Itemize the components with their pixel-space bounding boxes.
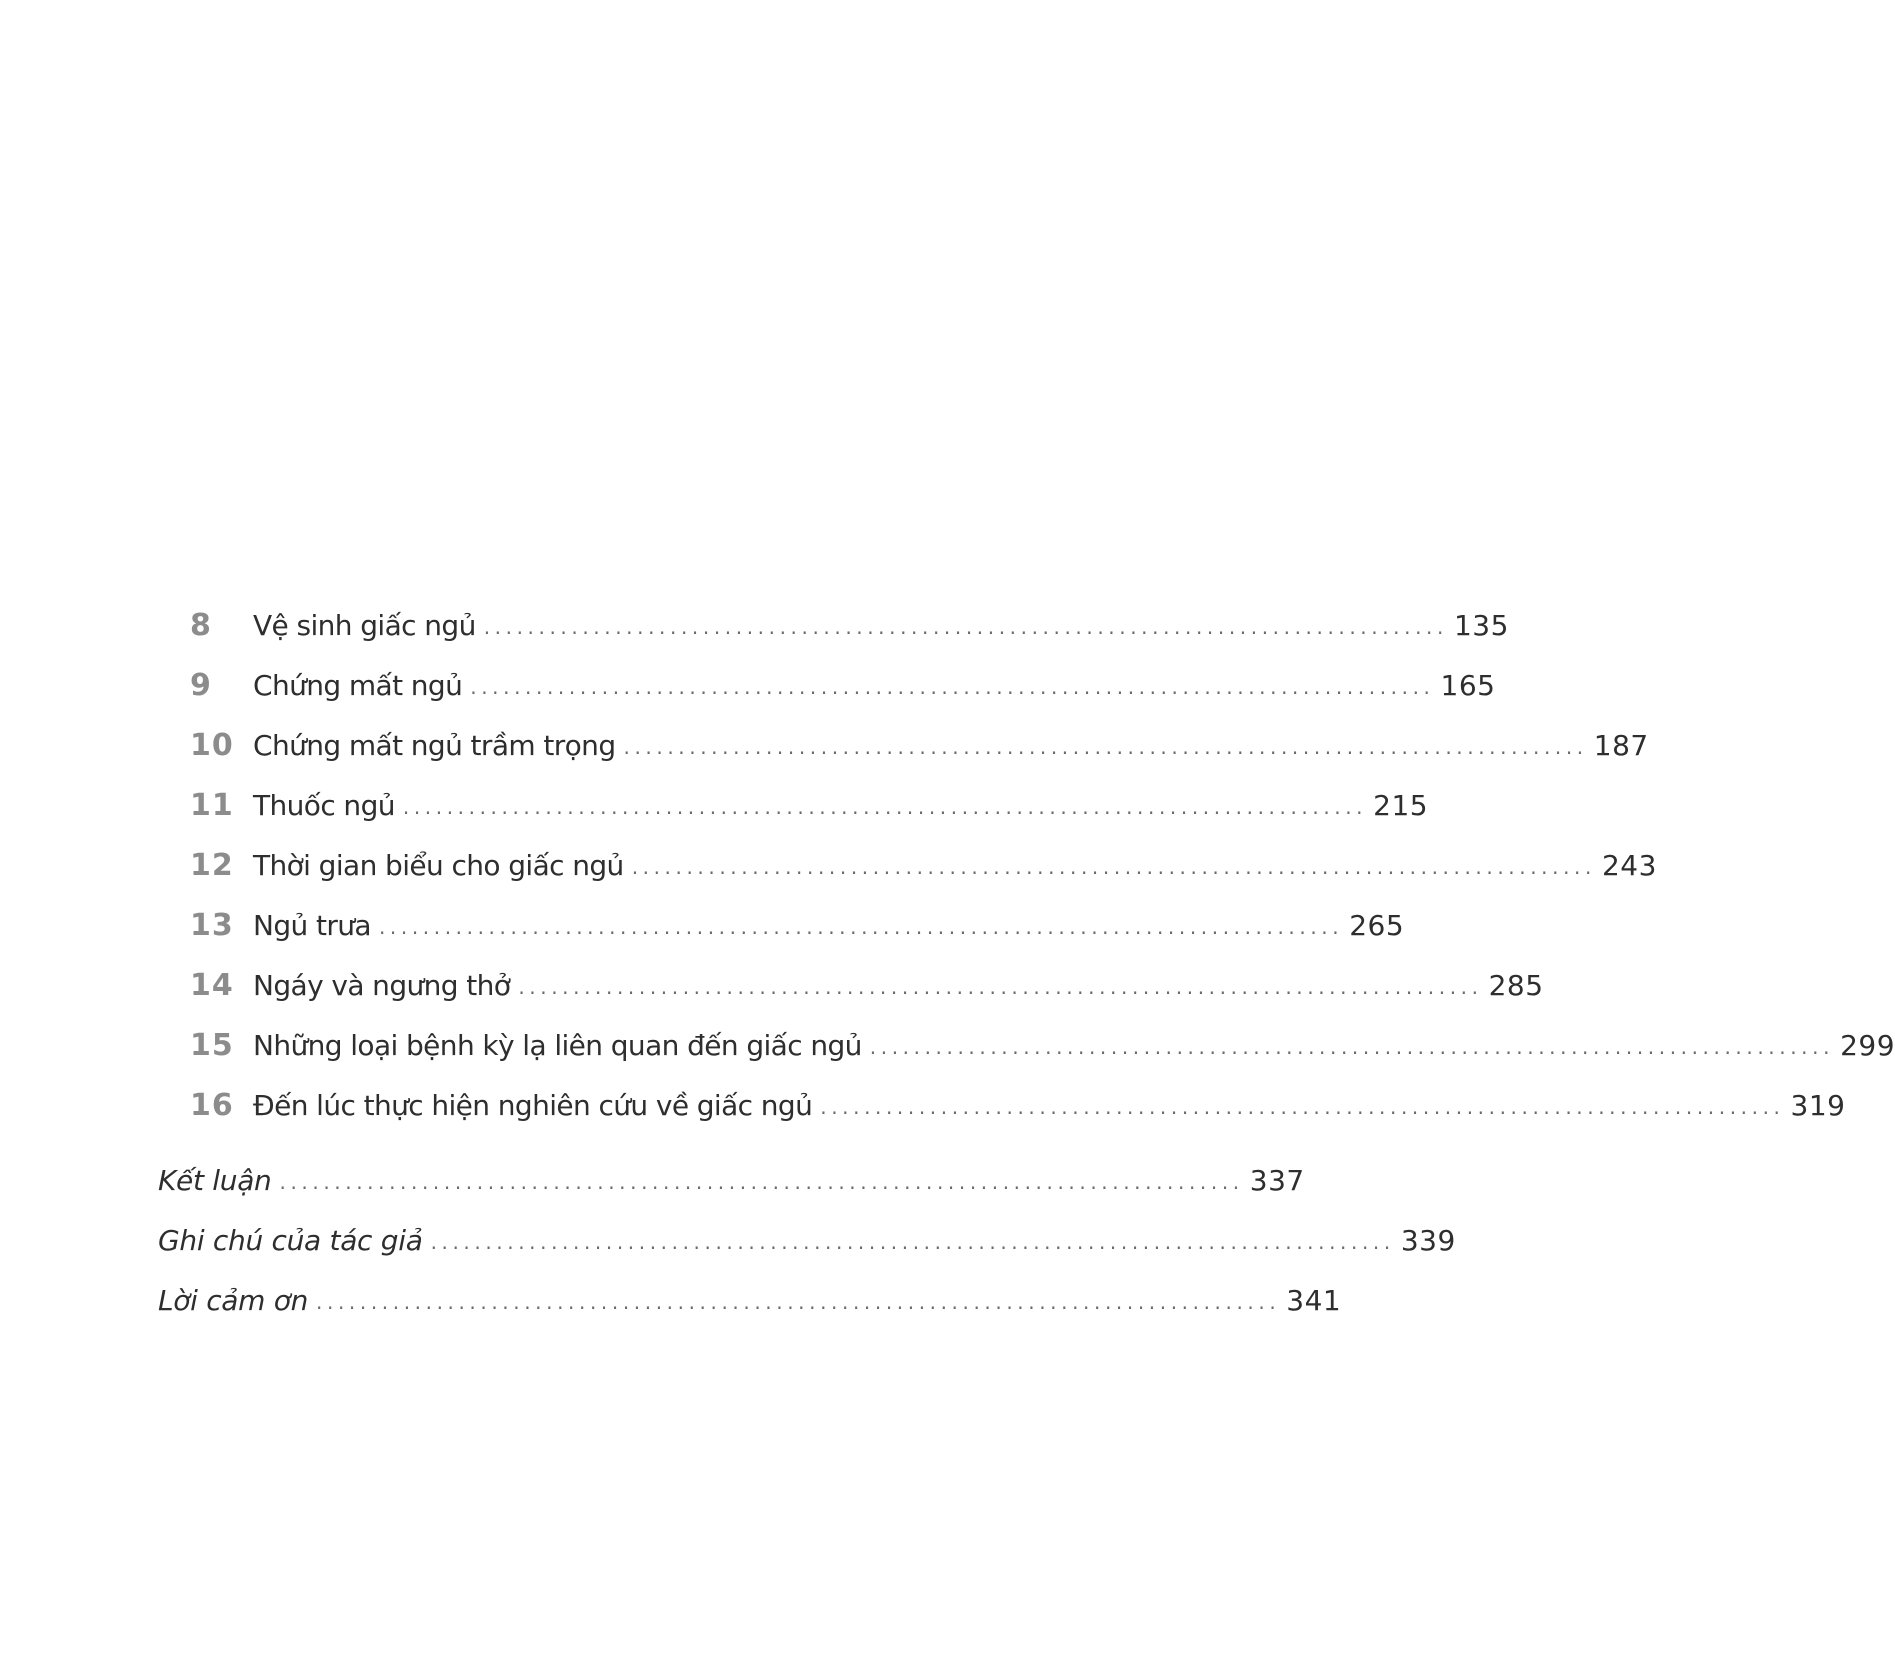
section-title: Ghi chú của tác giả bbox=[158, 1224, 423, 1257]
dot-leader: ........................................................................................ bbox=[378, 915, 1344, 939]
page-number: 265 bbox=[1349, 909, 1405, 942]
dot-leader: ........................................................................................ bbox=[623, 735, 1588, 759]
toc-entry-acknowledgements[interactable] bbox=[158, 1281, 1342, 1321]
page-number: 341 bbox=[1286, 1284, 1342, 1317]
chapter-number: 14 bbox=[190, 968, 234, 1003]
chapter-title: Đến lúc thực hiện nghiên cứu về giấc ngủ bbox=[253, 1089, 813, 1122]
chapter-title: Chứng mất ngủ trầm trọng bbox=[253, 729, 616, 762]
page-number: 339 bbox=[1400, 1224, 1456, 1257]
chapter-title: Vệ sinh giấc ngủ bbox=[253, 609, 476, 642]
chapter-number: 15 bbox=[190, 1028, 234, 1063]
dot-leader: ........................................................................................ bbox=[279, 1170, 1244, 1194]
chapter-title: Chứng mất ngủ bbox=[253, 669, 463, 702]
chapter-title: Thời gian biểu cho giấc ngủ bbox=[253, 849, 624, 882]
chapter-number: 13 bbox=[190, 908, 234, 943]
toc-entry-chapter-11[interactable] bbox=[190, 786, 1429, 826]
dot-leader: ........................................................................................ bbox=[430, 1230, 1395, 1254]
section-title: Kết luận bbox=[158, 1164, 272, 1197]
dot-leader: ........................................................................................ bbox=[316, 1290, 1281, 1314]
chapter-number: 16 bbox=[190, 1088, 234, 1123]
page-number: 187 bbox=[1593, 729, 1649, 762]
toc-entry-chapter-8[interactable] bbox=[190, 606, 1509, 646]
chapter-number: 9 bbox=[190, 668, 212, 703]
toc-entry-chapter-10[interactable] bbox=[190, 726, 1649, 766]
page-number: 165 bbox=[1440, 669, 1496, 702]
page-number: 299 bbox=[1840, 1029, 1895, 1062]
toc-entry-chapter-16[interactable] bbox=[190, 1086, 1846, 1126]
toc-entry-chapter-13[interactable] bbox=[190, 906, 1405, 946]
page-number: 285 bbox=[1488, 969, 1544, 1002]
chapter-number: 12 bbox=[190, 848, 234, 883]
chapter-title: Ngáy và ngưng thở bbox=[253, 969, 511, 1002]
toc-entry-chapter-9[interactable] bbox=[190, 666, 1496, 706]
page-number: 337 bbox=[1249, 1164, 1305, 1197]
chapter-number: 8 bbox=[190, 608, 212, 643]
dot-leader: ........................................................................................ bbox=[470, 675, 1435, 699]
dot-leader: ........................................................................................ bbox=[631, 855, 1596, 879]
dot-leader: ........................................................................................ bbox=[869, 1035, 1835, 1059]
page-number: 319 bbox=[1790, 1089, 1846, 1122]
toc-entry-chapter-15[interactable] bbox=[190, 1026, 1895, 1066]
dot-leader: ........................................................................................ bbox=[820, 1095, 1785, 1119]
chapter-title: Ngủ trưa bbox=[253, 909, 371, 942]
chapter-number: 10 bbox=[190, 728, 234, 763]
chapter-title: Những loại bệnh kỳ lạ liên quan đến giấc ngủ bbox=[253, 1029, 862, 1062]
chapter-title: Thuốc ngủ bbox=[253, 789, 395, 822]
dot-leader: ........................................................................................ bbox=[483, 615, 1448, 639]
page-number: 243 bbox=[1601, 849, 1657, 882]
page-number: 215 bbox=[1373, 789, 1429, 822]
section-title: Lời cảm ơn bbox=[158, 1284, 309, 1317]
toc-entry-conclusion[interactable] bbox=[158, 1161, 1305, 1201]
toc-entry-author-notes[interactable] bbox=[158, 1221, 1456, 1261]
dot-leader: ........................................................................................ bbox=[518, 975, 1483, 999]
chapter-number: 11 bbox=[190, 788, 234, 823]
toc-entry-chapter-14[interactable] bbox=[190, 966, 1544, 1006]
page-number: 135 bbox=[1453, 609, 1509, 642]
dot-leader: ........................................................................................ bbox=[402, 795, 1368, 819]
toc-entry-chapter-12[interactable] bbox=[190, 846, 1657, 886]
